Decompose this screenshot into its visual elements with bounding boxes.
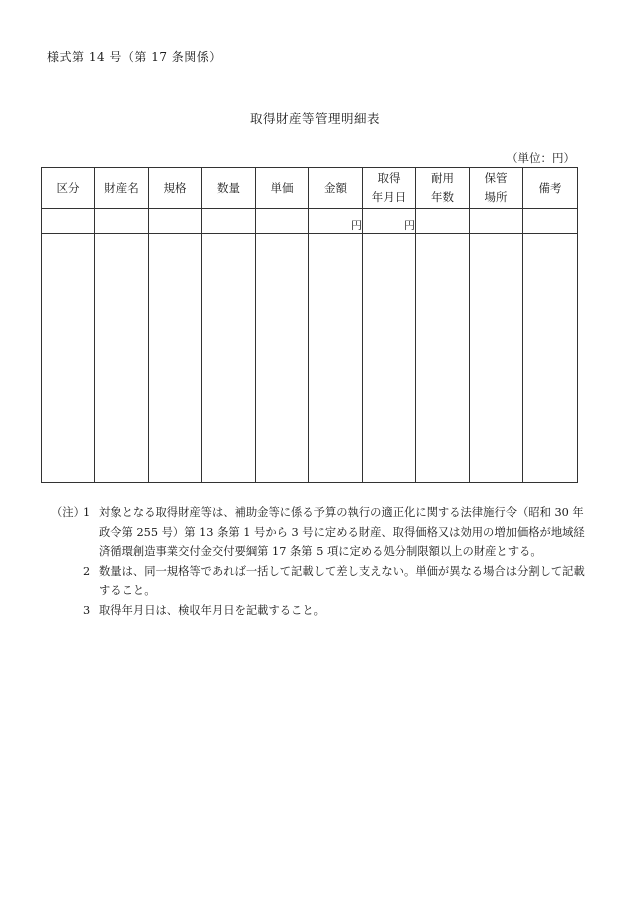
- table-cell[interactable]: [149, 209, 202, 234]
- table-cell[interactable]: [523, 234, 578, 483]
- note-item: [51, 503, 591, 562]
- note-item: [51, 601, 591, 621]
- unit-label: （単位：円）: [506, 151, 575, 165]
- table-cell[interactable]: [95, 209, 149, 234]
- column-header-quantity: 数量: [202, 168, 256, 209]
- note-number: 2: [83, 564, 91, 578]
- asset-management-table: [41, 167, 578, 483]
- note-number: 1: [83, 506, 91, 519]
- table-cell[interactable]: [416, 234, 470, 483]
- note-text: 取得年月日は、検収年月日を記載すること。: [99, 603, 325, 617]
- table-row: [42, 209, 578, 234]
- notes-prefix: （注）: [51, 506, 85, 519]
- document-title: 取得財産等管理明細表: [249, 111, 380, 126]
- notes-section: [51, 503, 591, 620]
- date-unit-cell[interactable]: 円: [363, 209, 416, 234]
- table-row: [42, 234, 578, 483]
- column-header-remarks: 備考: [523, 168, 578, 209]
- note-text: 対象となる取得財産等は、補助金等に係る予算の執行の適正化に関する法律施行令（昭和 30 年政令第 255 号）第 13 条第 1 号から 3 号に定める財産、取得価格又は効用の増加価格が地域経済循環創造事業交付金交付要綱第 17 条第 5 項に定める処分制限額以上の財産とする。: [99, 506, 585, 558]
- table-cell[interactable]: [470, 234, 523, 483]
- note-item: [51, 562, 591, 601]
- note-text: 数量は、同一規格等であれば一括して記載して差し支えない。単価が異なる場合は分割して記載すること。: [99, 564, 585, 597]
- column-header-acquisition-date: 取得 年月日: [363, 168, 416, 209]
- table-header-row: [42, 168, 578, 209]
- amount-unit-cell[interactable]: 円: [309, 209, 363, 234]
- form-number: 様式第 14 号（第 17 条関係）: [47, 50, 222, 64]
- table-cell[interactable]: [95, 234, 149, 483]
- table-cell[interactable]: [149, 234, 202, 483]
- column-header-storage-location: 保管 場所: [470, 168, 523, 209]
- column-header-asset-name: 財産名: [95, 168, 149, 209]
- column-header-specification: 規格: [149, 168, 202, 209]
- column-header-useful-life: 耐用 年数: [416, 168, 470, 209]
- table-cell[interactable]: [42, 209, 95, 234]
- table-cell[interactable]: [256, 209, 309, 234]
- column-header-category: 区分: [42, 168, 95, 209]
- table-cell[interactable]: [42, 234, 95, 483]
- table-cell[interactable]: [202, 234, 256, 483]
- table-cell[interactable]: [523, 209, 578, 234]
- column-header-unit-price: 単価: [256, 168, 309, 209]
- table-cell[interactable]: [309, 234, 363, 483]
- table-cell[interactable]: [202, 209, 256, 234]
- table-cell[interactable]: [470, 209, 523, 234]
- table-cell[interactable]: [416, 209, 470, 234]
- note-number: 3: [83, 603, 91, 617]
- table-cell[interactable]: [363, 234, 416, 483]
- table-cell[interactable]: [256, 234, 309, 483]
- column-header-amount: 金額: [309, 168, 363, 209]
